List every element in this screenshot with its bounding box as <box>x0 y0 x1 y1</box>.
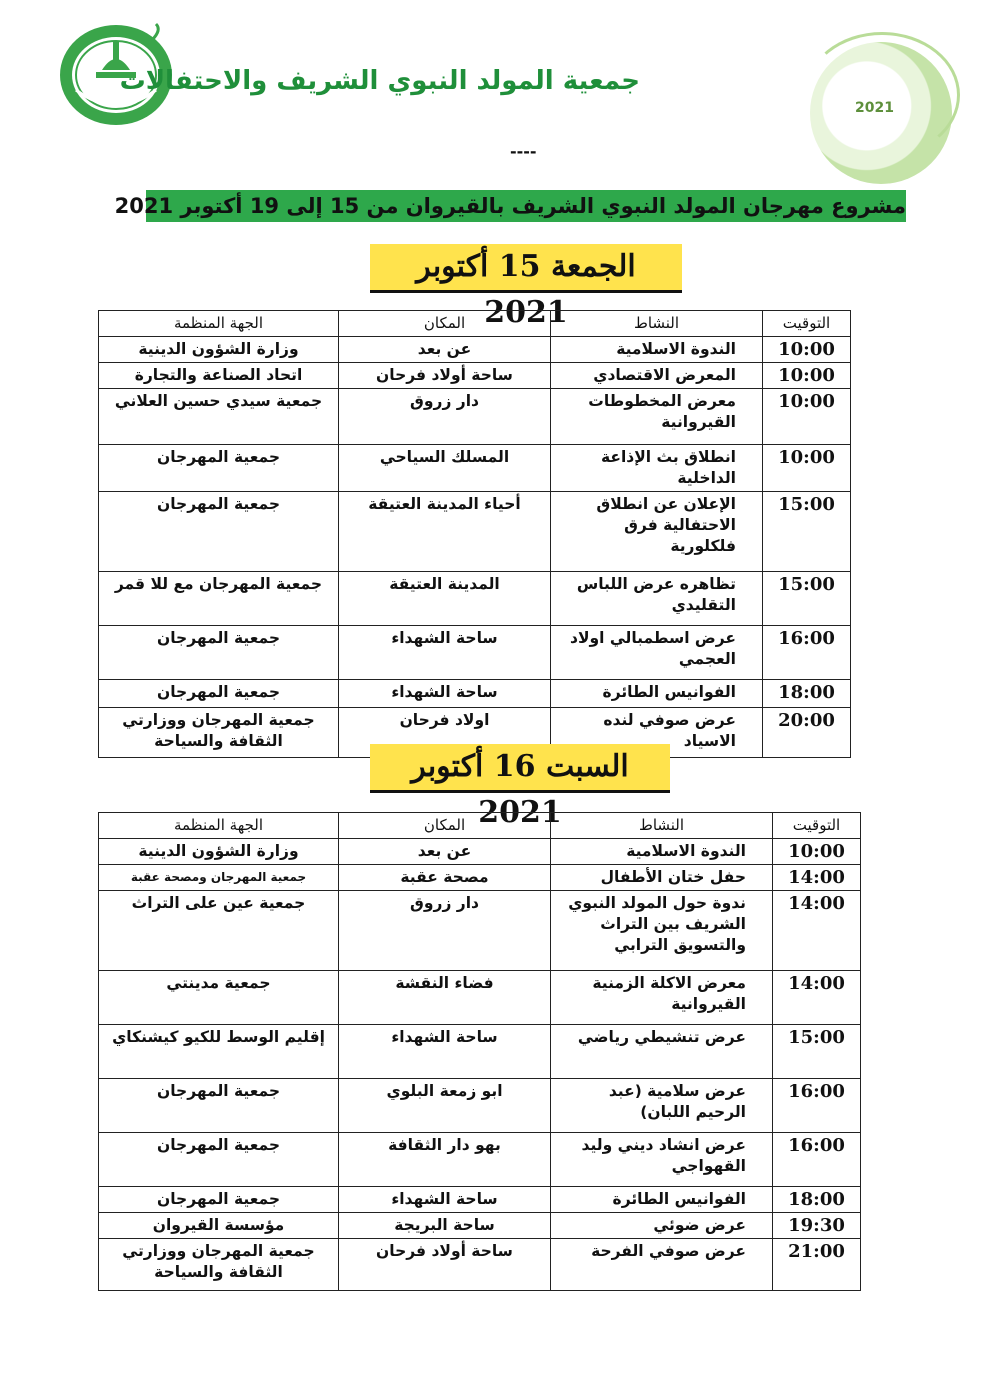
place-cell: ساحة أولاد فرحان <box>339 1239 551 1291</box>
activity-cell: عرض ضوئي <box>551 1213 773 1239</box>
time-cell: 14:00 <box>773 891 861 971</box>
table-row <box>99 865 861 891</box>
table-row <box>99 363 851 389</box>
place-cell: دار زروق <box>339 389 551 445</box>
column-header: النشاط <box>551 813 773 839</box>
activity-cell: الفوانيس الطائرة <box>551 1187 773 1213</box>
organizer-cell: جمعية المهرجان <box>99 492 339 572</box>
time-cell: 19:30 <box>773 1213 861 1239</box>
activity-cell: عرض انشاد ديني وليد القهواجي <box>551 1133 773 1187</box>
time-cell: 14:00 <box>773 971 861 1025</box>
table-row <box>99 839 861 865</box>
table-row <box>99 680 851 708</box>
organizer-cell: جمعية سيدي حسين العلاني <box>99 389 339 445</box>
place-cell: دار زروق <box>339 891 551 971</box>
time-cell: 10:00 <box>763 363 851 389</box>
place-cell: عن بعد <box>339 337 551 363</box>
year-badge <box>810 42 952 184</box>
activity-cell: الندوة الاسلامية <box>551 337 763 363</box>
place-cell: أحياء المدينة العتيقة <box>339 492 551 572</box>
time-cell: 20:00 <box>763 708 851 758</box>
column-header: المكان <box>339 813 551 839</box>
organizer-cell: جمعية المهرجان <box>99 1187 339 1213</box>
time-cell: 16:00 <box>773 1133 861 1187</box>
place-cell: عن بعد <box>339 839 551 865</box>
place-cell: مصحة عقبة <box>339 865 551 891</box>
activity-cell: الفوانيس الطائرة <box>551 680 763 708</box>
organizer-cell: جمعية المهرجان مع للا قمر <box>99 572 339 626</box>
activity-cell: عرض اسطمبالي اولاد العجمي <box>551 626 763 680</box>
organizer-cell: جمعية المهرجان <box>99 680 339 708</box>
table-row <box>99 492 851 572</box>
column-header: الجهة المنظمة <box>99 813 339 839</box>
organizer-cell: جمعية المهرجان <box>99 1133 339 1187</box>
column-header: التوقيت <box>763 311 851 337</box>
place-cell: بهو دار الثقافة <box>339 1133 551 1187</box>
activity-cell: عرض صوفي لنده الاسياد <box>551 708 763 758</box>
organizer-cell: وزارة الشؤون الدينية <box>99 839 339 865</box>
organizer-cell: وزارة الشؤون الدينية <box>99 337 339 363</box>
activity-cell: حفل ختان الأطفال <box>551 865 773 891</box>
time-cell: 16:00 <box>763 626 851 680</box>
project-title-banner: مشروع مهرجان المولد النبوي الشريف بالقيروان من 15 إلى 19 أكتوبر 2021 <box>146 190 906 222</box>
separator: ---- <box>510 142 537 161</box>
time-cell: 16:00 <box>773 1079 861 1133</box>
table-header-row <box>99 813 861 839</box>
time-cell: 15:00 <box>763 572 851 626</box>
place-cell: ساحة الشهداء <box>339 626 551 680</box>
place-cell: المسلك السياحي <box>339 445 551 492</box>
organizer-cell: جمعية المهرجان <box>99 445 339 492</box>
table-row <box>99 389 851 445</box>
place-cell: اولاد فرحان <box>339 708 551 758</box>
time-cell: 10:00 <box>763 389 851 445</box>
day1-heading: الجمعة 15 أكتوبر 2021 <box>370 244 682 293</box>
time-cell: 18:00 <box>773 1187 861 1213</box>
organizer-cell: جمعية المهرجان ومصحة عقبة <box>99 865 339 891</box>
place-cell: فضاء النقشة <box>339 971 551 1025</box>
time-cell: 10:00 <box>773 839 861 865</box>
table-row <box>99 1133 861 1187</box>
place-cell: ساحة الشهداء <box>339 680 551 708</box>
table-row <box>99 445 851 492</box>
organizer-cell: مؤسسة القيروان <box>99 1213 339 1239</box>
table-row <box>99 891 861 971</box>
place-cell: ساحة الشهداء <box>339 1025 551 1079</box>
activity-cell: ندوة حول المولد النبوي الشريف بين التراث والتسويق الترابي <box>551 891 773 971</box>
table-row <box>99 971 861 1025</box>
column-header: الجهة المنظمة <box>99 311 339 337</box>
day1-schedule-table <box>98 310 851 758</box>
activity-cell: تظاهره عرض اللباس التقليدي <box>551 572 763 626</box>
time-cell: 15:00 <box>773 1025 861 1079</box>
table-row <box>99 1025 861 1079</box>
day2-schedule-table <box>98 812 861 1291</box>
place-cell: المدينة العتيقة <box>339 572 551 626</box>
activity-cell: معرض الاكلة الزمنية القيروانية <box>551 971 773 1025</box>
organizer-cell: جمعية مدينتي <box>99 971 339 1025</box>
time-cell: 21:00 <box>773 1239 861 1291</box>
year-badge-text: 2021 <box>855 100 894 116</box>
place-cell: ساحة البريجة <box>339 1213 551 1239</box>
table-row <box>99 337 851 363</box>
organizer-cell: جمعية المهرجان ووزارتي الثقافة والسياحة <box>99 1239 339 1291</box>
organizer-cell: جمعية المهرجان <box>99 1079 339 1133</box>
activity-cell: عرض سلامية (عبد الرحيم اللبان) <box>551 1079 773 1133</box>
table-header-row <box>99 311 851 337</box>
activity-cell: انطلاق بث الإذاعة الداخلية <box>551 445 763 492</box>
place-cell: ساحة أولاد فرحان <box>339 363 551 389</box>
column-header: التوقيت <box>773 813 861 839</box>
table-row <box>99 1187 861 1213</box>
day2-heading: السبت 16 أكتوبر 2021 <box>370 744 670 793</box>
activity-cell: عرض صوفي الفرحة <box>551 1239 773 1291</box>
time-cell: 18:00 <box>763 680 851 708</box>
time-cell: 10:00 <box>763 337 851 363</box>
activity-cell: الإعلان عن انطلاق الاحتفالية فرق فلكلورية <box>551 492 763 572</box>
table-row <box>99 1213 861 1239</box>
activity-cell: عرض تنشيطي رياضي <box>551 1025 773 1079</box>
organizer-cell: اتحاد الصناعة والتجارة <box>99 363 339 389</box>
time-cell: 14:00 <box>773 865 861 891</box>
activity-cell: الندوة الاسلامية <box>551 839 773 865</box>
organizer-cell: جمعية عين على التراث <box>99 891 339 971</box>
place-cell: ابو زمعة البلوي <box>339 1079 551 1133</box>
table-row <box>99 1239 861 1291</box>
organization-title: جمعية المولد النبوي الشريف والاحتفالات <box>119 66 640 96</box>
table-row <box>99 572 851 626</box>
organizer-cell: جمعية المهرجان <box>99 626 339 680</box>
organizer-cell: جمعية المهرجان ووزارتي الثقافة والسياحة <box>99 708 339 758</box>
table-row <box>99 1079 861 1133</box>
year-badge-ring <box>804 32 960 158</box>
time-cell: 10:00 <box>763 445 851 492</box>
organizer-cell: إقليم الوسط للكيو كيشنكاي <box>99 1025 339 1079</box>
column-header: النشاط <box>551 311 763 337</box>
activity-cell: معرض المخطوطات القيروانية <box>551 389 763 445</box>
table-row <box>99 626 851 680</box>
place-cell: ساحة الشهداء <box>339 1187 551 1213</box>
activity-cell: المعرض الاقتصادي <box>551 363 763 389</box>
column-header: المكان <box>339 311 551 337</box>
time-cell: 15:00 <box>763 492 851 572</box>
